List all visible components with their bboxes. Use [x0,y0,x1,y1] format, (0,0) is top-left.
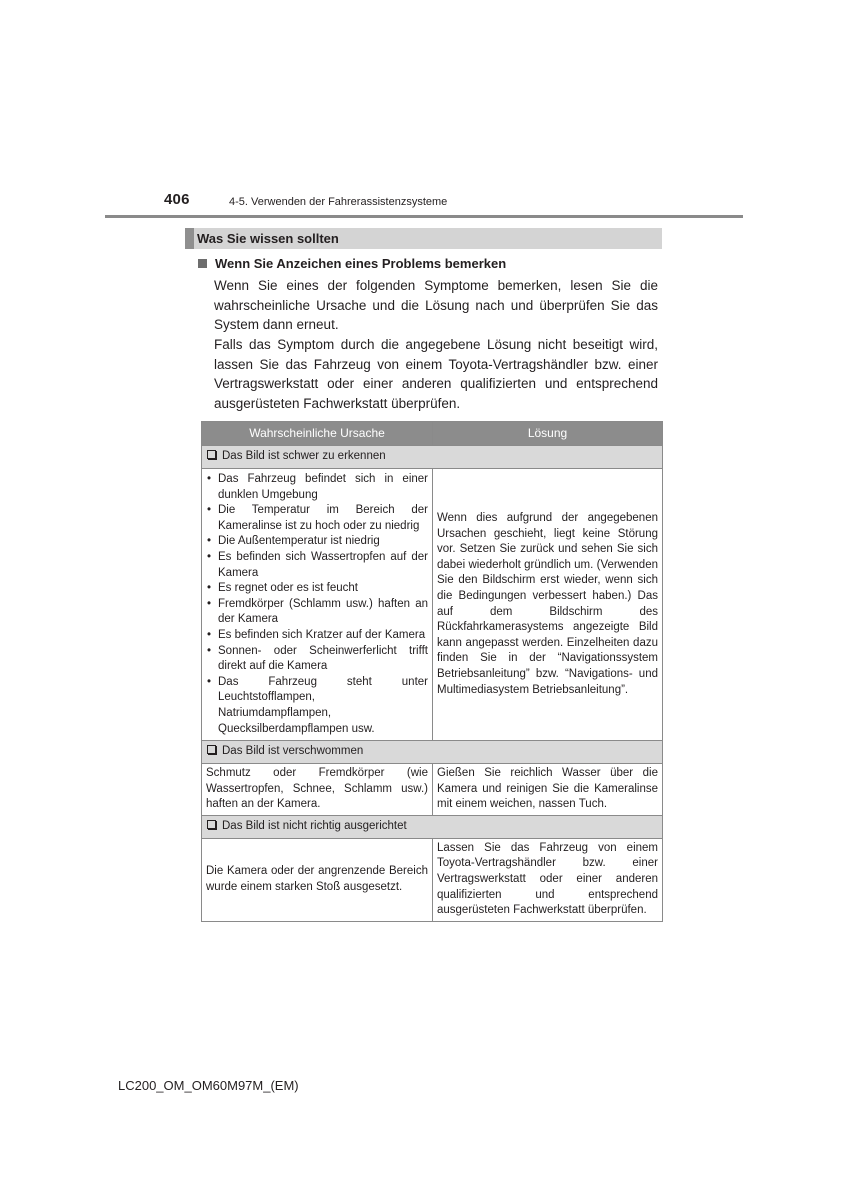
checkbox-icon [207,450,216,459]
list-item: • Es befinden sich Wassertropfen auf der Kamera [206,550,428,581]
header-solution: Lösung [433,422,663,446]
symptom-text: Das Bild ist verschwommen [222,745,364,758]
symptom-row [202,741,663,764]
sub-heading-text: Wenn Sie Anzeichen eines Problems bemerken [215,256,507,271]
list-item: • Das Fahrzeug befindet sich in einer dunklen Umgebung [206,472,428,503]
troubleshooting-table [201,421,663,922]
cause-cell [202,469,433,741]
cause-cell: Die Kamera oder der angrenzende Bereich wurde einem starken Stoß ausgesetzt. [202,838,433,921]
list-item: • Sonnen- oder Scheinwerferlicht trifft direkt auf die Kamera [206,644,428,675]
symptom-text: Das Bild ist schwer zu erkennen [222,450,386,463]
solution-cell: Wenn dies aufgrund der angegebenen Ursachen geschieht, liegt keine Störung vor. Setzen Sie zurück und sehen Sie sich dabei wiederholt gründlich um. (Verwenden Sie den Bildschirm erst wieder, wenn sich die Bedingungen verbessert haben.) Das auf dem Bildschirm des Rückfahrkamerasystems angezeigte Bild kann angepasst werden. Einzelheiten dazu finden Sie in der “Navigationssystem Betriebsanleitung” bzw. “Navigations- und Multimediasystem Betriebsanleitung”. [433,469,663,741]
table-row [202,764,663,816]
page-number: 406 [164,191,190,208]
list-item: • Die Außentemperatur ist niedrig [206,534,428,550]
symptom-text: Das Bild ist nicht richtig ausgerichtet [222,820,407,833]
symptom-cell [202,815,663,838]
table-row [202,838,663,921]
header-cause: Wahrscheinliche Ursache [202,422,433,446]
info-bar-marker [185,228,194,249]
sub-heading [198,256,506,271]
checkbox-icon [207,820,216,829]
table-row [202,469,663,741]
table-header-row [202,422,663,446]
symptom-cell [202,741,663,764]
section-title: 4-5. Verwenden der Fahrerassistenzsysteme [229,196,448,208]
list-item: • Es befinden sich Kratzer auf der Kamera [206,628,428,644]
checkbox-icon [207,745,216,754]
cause-list [206,472,428,737]
symptom-row [202,815,663,838]
info-bar-label: Was Sie wissen sollten [197,231,339,246]
symptom-row [202,446,663,469]
list-item: • Die Temperatur im Bereich der Kameralinse ist zu hoch oder zu niedrig [206,503,428,534]
solution-cell: Gießen Sie reichlich Wasser über die Kamera und reinigen Sie die Kameralinse mit einem weichen, nassen Tuch. [433,764,663,816]
list-item: • Das Fahrzeug steht unter Leuchtstofflampen, Natriumdampflampen, Quecksilberdampflampen usw. [206,675,428,737]
square-bullet-icon [198,259,207,268]
document-code: LC200_OM_OM60M97M_(EM) [118,1078,299,1093]
info-bar [185,228,662,249]
list-item: • Fremdkörper (Schlamm usw.) haften an der Kamera [206,597,428,628]
advice-paragraph: Falls das Symptom durch die angegebene Lösung nicht beseitigt wird, lassen Sie das Fahrzeug von einem Toyota-Vertragshändler bzw. einer Vertragswerkstatt oder einer anderen qualifizierten und entsprechend ausgerüsteten Fachwerkstatt überprüfen. [214,337,658,411]
intro-paragraph: Wenn Sie eines der folgenden Symptome bemerken, lesen Sie die wahrscheinliche Ursache und die Lösung nach und überprüfen Sie das System dann erneut. [214,278,658,332]
list-item: • Es regnet oder es ist feucht [206,581,428,597]
solution-cell: Lassen Sie das Fahrzeug von einem Toyota-Vertragshändler bzw. einer Vertragswerkstatt oder einer anderen qualifizierten und entsprechend ausgerüsteten Fachwerkstatt überprüfen. [433,838,663,921]
header-rule [105,215,743,218]
cause-cell: Schmutz oder Fremdkörper (wie Wassertropfen, Schnee, Schlamm usw.) haften an der Kamera. [202,764,433,816]
symptom-cell [202,446,663,469]
